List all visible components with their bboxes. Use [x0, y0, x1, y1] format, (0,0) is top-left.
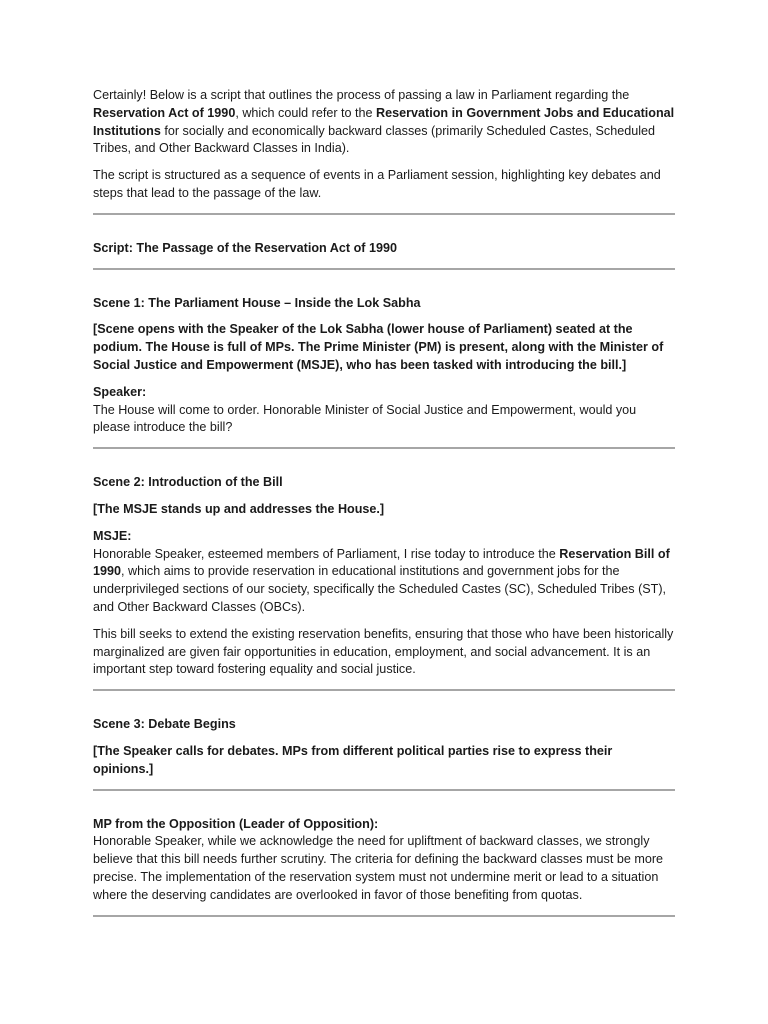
- divider: [93, 915, 675, 917]
- speech-text: , which aims to provide reservation in educational institutions and government jobs for the underprivileged sections of our society, specifically the Scheduled Castes (SC), Scheduled Tribes (ST), and Other Backward Classes (OBCs).: [93, 564, 667, 614]
- speaker-label: MP from the Opposition (Leader of Opposition):: [93, 816, 379, 831]
- intro-bold-act: Reservation Act of 1990: [93, 105, 236, 120]
- intro-text: Certainly! Below is a script that outlines the process of passing a law in Parliament regarding the: [93, 88, 630, 102]
- speaker-label: Speaker:: [93, 384, 147, 399]
- intro-bold-reservation: Reservation in Government Jobs and Educational Institutions: [93, 105, 675, 138]
- intro-text: , which could refer to the: [235, 105, 377, 120]
- scene2-speech: [93, 528, 675, 617]
- scene3-direction: [The Speaker calls for debates. MPs from different political parties rise to express their opinions.]: [93, 743, 613, 776]
- scene1-speech: [93, 384, 675, 437]
- scene2-heading: Scene 2: Introduction of the Bill: [93, 475, 283, 490]
- intro-paragraph: [93, 87, 675, 158]
- speech-text: Honorable Speaker, while we acknowledge the need for upliftment of backward classes, we strongly believe that this bill needs further scrutiny. The criteria for defining the backward classes must be more precise. The implementation of the reservation system must not undermine merit or lead to a situation where the deserving candidates are overlooked in favor of those benefiting from quotas.: [93, 834, 664, 902]
- speech-bold-bill: Reservation Bill of 1990: [93, 546, 670, 579]
- divider: [93, 789, 675, 791]
- intro-structure-paragraph: The script is structured as a sequence of events in a Parliament session, highlighting key debates and steps that lead to the passage of the law.: [93, 168, 661, 200]
- scene2-speech-continued: This bill seeks to extend the existing reservation benefits, ensuring that those who have been historically marginalized are given fair opportunities in education, employment, and social advancement. It is an important step toward fostering equality and social justice.: [93, 626, 674, 677]
- document-body: [93, 87, 675, 917]
- scene2-direction: [The MSJE stands up and addresses the House.]: [93, 501, 385, 516]
- opposition-speech: [93, 816, 675, 905]
- speaker-label: MSJE:: [93, 528, 132, 543]
- divider: [93, 447, 675, 449]
- divider: [93, 689, 675, 691]
- intro-text: for socially and economically backward classes (primarily Scheduled Castes, Scheduled Tribes, and Other Backward Classes in India).: [93, 123, 656, 156]
- scene3-heading: Scene 3: Debate Begins: [93, 717, 236, 732]
- divider: [93, 268, 675, 270]
- divider: [93, 213, 675, 215]
- speech-text: The House will come to order. Honorable Minister of Social Justice and Empowerment, would you please introduce the bill?: [93, 402, 637, 435]
- scene1-direction: [Scene opens with the Speaker of the Lok Sabha (lower house of Parliament) seated at the podium. The House is full of MPs. The Prime Minister (PM) is present, along with the Minister of Social Justice and Empowerment (MSJE), who has been tasked with introducing the bill.]: [93, 322, 664, 372]
- script-title: Script: The Passage of the Reservation Act of 1990: [93, 240, 397, 255]
- scene1-heading: Scene 1: The Parliament House – Inside the Lok Sabha: [93, 295, 421, 310]
- speech-text: Honorable Speaker, esteemed members of Parliament, I rise today to introduce the: [93, 546, 560, 561]
